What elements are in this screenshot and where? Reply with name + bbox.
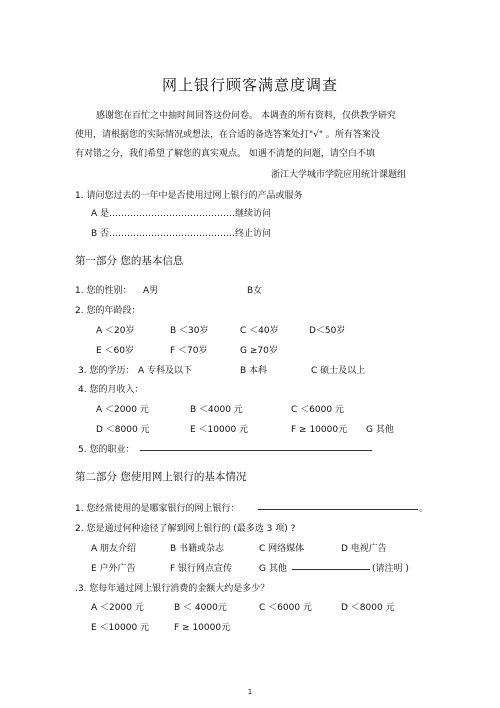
spend-question: .3. 您每年通过网上银行消费的金额大约是多少？ [75,584,270,594]
channel-question: 2. 您是通过何种途径了解到网上银行的 (最多选 3 项) ? [75,524,296,534]
screen-option-b-action: 终止访问 [235,229,272,239]
channel-other-note: (请注明 ) [372,564,409,574]
income-option-f[interactable]: F ≥ 10000元 [291,425,348,435]
spend-option-d[interactable]: D ＜8000 元 [341,603,395,613]
spend-option-b[interactable]: B ＜ 4000元 [174,603,227,613]
education-option-a[interactable]: A 专科及以下 [138,366,193,376]
spend-option-e[interactable]: E ＜10000 元 [91,623,150,633]
income-option-b[interactable]: B ＜4000 元 [190,405,243,415]
part2-title: 第二部分 您使用网上银行的基本情况 [75,471,247,483]
gender-option-a[interactable]: A男 [143,286,159,296]
age-option-d[interactable]: D＜50岁 [309,326,346,336]
education-option-c[interactable]: C 硕士及以上 [311,366,366,376]
channel-option-g[interactable]: G 其他 [259,564,287,574]
channel-option-a[interactable]: A 朋友介绍 [91,544,137,554]
page-number: 1 [247,688,253,696]
education-question: 3. 您的学历： [78,366,135,376]
income-option-e[interactable]: E ＜10000 元 [190,425,249,435]
spend-option-a[interactable]: A ＜2000 元 [91,603,144,613]
gender-question: 1. 您的性别： [75,286,132,296]
screen-option-a[interactable] [91,206,271,219]
age-option-c[interactable]: C ＜40岁 [240,326,279,336]
screen-question: 1. 请问您过去的一年中是否使用过网上银行的产品或服务 [75,191,303,201]
age-question: 2. 您的年龄段： [75,306,141,316]
channel-option-d[interactable]: D 电视广告 [341,544,387,554]
age-option-a[interactable]: A ＜20岁 [96,326,135,336]
screen-option-b[interactable] [91,226,271,239]
survey-organizer: 浙江大学城市学院应用统计课题组 [271,170,407,180]
intro-line-2: 使用，请根据您的实际情况或想法，在合适的备选答案处打"√" 。所有答案没 [75,130,380,140]
income-option-c[interactable]: C ＜6000 元 [291,405,344,415]
occupation-fill-line[interactable] [140,441,372,451]
part1-title: 第一部分 您的基本信息 [75,255,184,267]
channel-option-c[interactable]: C 网络媒体 [259,544,305,554]
channel-option-b[interactable]: B 书籍或杂志 [170,544,225,554]
income-option-g[interactable]: G 其他 [366,425,394,435]
gender-option-b[interactable]: B女 [247,286,263,296]
spend-option-f[interactable]: F ≥ 10000元 [174,623,231,633]
income-option-a[interactable]: A ＜2000 元 [96,405,149,415]
bank-question: 1. 您经常使用的是哪家银行的网上银行： [75,504,240,514]
screen-option-b-label: B 否…………………………………… [91,229,236,239]
age-option-g[interactable]: G ≥70岁 [240,346,278,356]
age-option-f[interactable]: F ＜70岁 [170,346,208,356]
occupation-question: 5. 您的职业： [78,445,135,455]
age-option-e[interactable]: E ＜60岁 [96,346,134,356]
bank-question-end: 。 [419,504,429,514]
bank-fill-line[interactable] [258,500,418,510]
screen-option-a-label: A 是…………………………………… [91,209,236,219]
education-option-b[interactable]: B 本科 [240,366,268,376]
intro-line-1: 感谢您在百忙之中抽时间回答这份问卷。 本调查的所有资料，仅供教学研究 [96,111,396,121]
channel-option-f[interactable]: F 银行网点宣传 [170,564,233,574]
channel-other-fill-line[interactable] [292,560,370,570]
income-question: 4. 您的月收入： [78,385,144,395]
screen-option-a-action: 继续访问 [235,209,272,219]
intro-line-3: 有对错之分，我们希望了解您的真实观点。 如遇不清楚的问题，请空白不填 [75,149,375,159]
spend-option-c[interactable]: C ＜6000 元 [259,603,312,613]
page-title: 网上银行顾客满意度调查 [161,76,338,94]
channel-option-e[interactable]: E 户外广告 [91,564,136,574]
income-option-d[interactable]: D ＜8000 元 [96,425,150,435]
age-option-b[interactable]: B ＜30岁 [170,326,209,336]
